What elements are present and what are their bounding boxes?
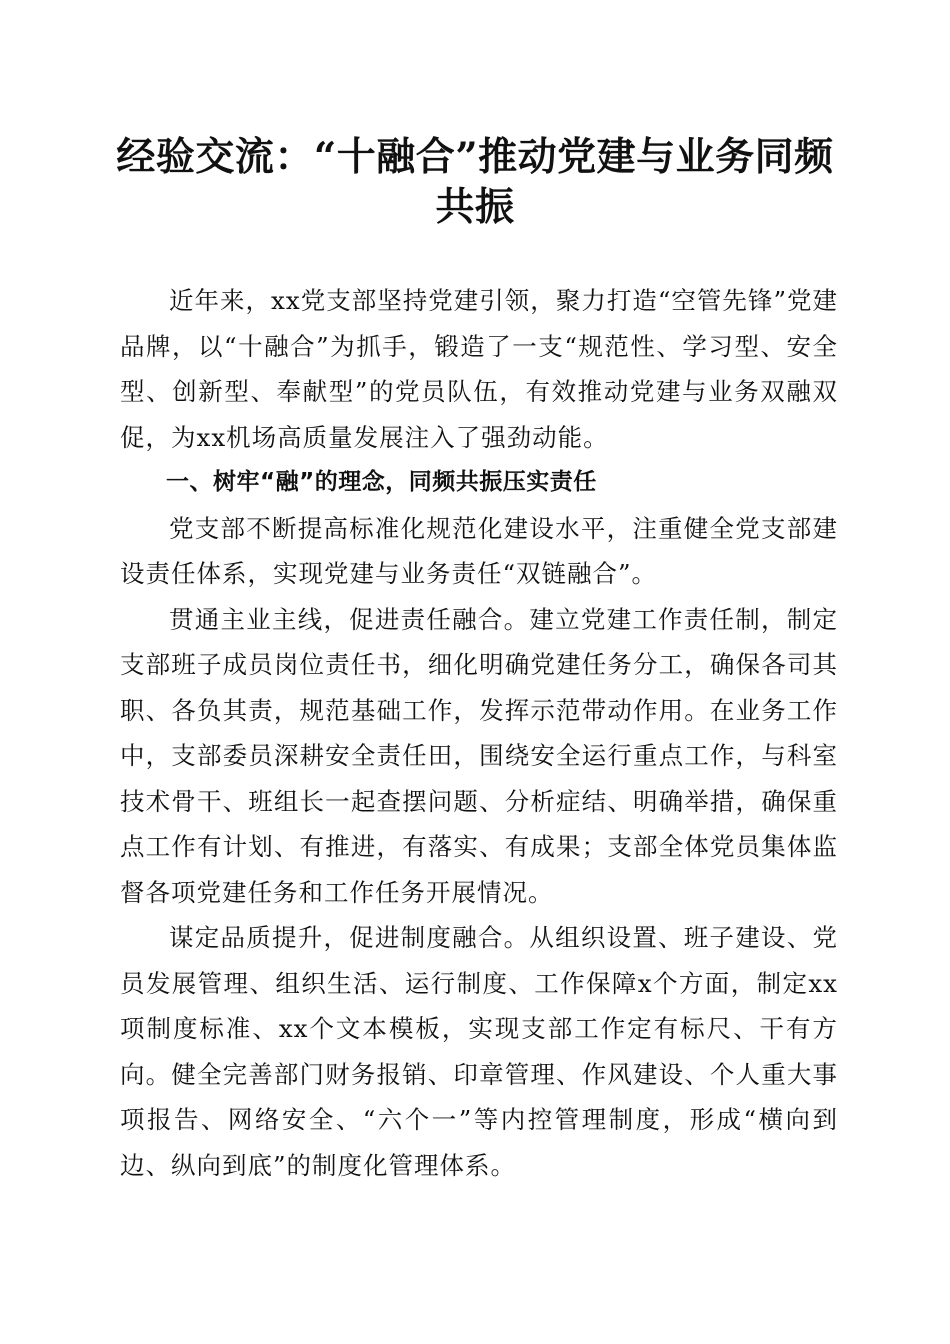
responsibility-fusion-paragraph: 贯通主业主线，促进责任融合。建立党建工作责任制，制定支部班子成员岗位责任书，细化明确党建任务分工，确保各司其职、各负其责，规范基础工作，发挥示范带动作用。在业务工作中，支部委员深耕安全责任田，围绕安全运行重点工作，与科室技术骨干、班组长一起查摆问题、分析症结、明确举措，确保重点工作有计划、有推进，有落实、有成果；支部全体党员集体监督各项党建任务和工作任务开展情况。 (120, 604, 838, 907)
section-intro-paragraph: 党支部不断提高标准化规范化建设水平，注重健全党支部建设责任体系，实现党建与业务责任“双链融合”。 (120, 513, 838, 588)
document-body (120, 278, 838, 1188)
intro-paragraph: 近年来，xx党支部坚持党建引领，聚力打造“空管先锋”党建品牌，以“十融合”为抓手，锻造了一支“规范性、学习型、安全型、创新型、奉献型”的党员队伍，有效推动党建与业务双融双促，为xx机场高质量发展注入了强劲动能。 (120, 286, 838, 452)
section-heading: 一、树牢“融”的理念，同频共振压实责任 (166, 469, 597, 495)
document-title: 经验交流：“十融合”推动党建与业务同频共振 (116, 134, 834, 230)
system-fusion-paragraph: 谋定品质提升，促进制度融合。从组织设置、班子建设、党员发展管理、组织生活、运行制度、工作保障x个方面，制定xx项制度标准、xx个文本模板，实现支部工作定有标尺、干有方向。健全完善部门财务报销、印章管理、作风建设、个人重大事项报告、网络安全、“六个一”等内控管理制度，形成“横向到边、纵向到底”的制度化管理体系。 (120, 923, 838, 1180)
